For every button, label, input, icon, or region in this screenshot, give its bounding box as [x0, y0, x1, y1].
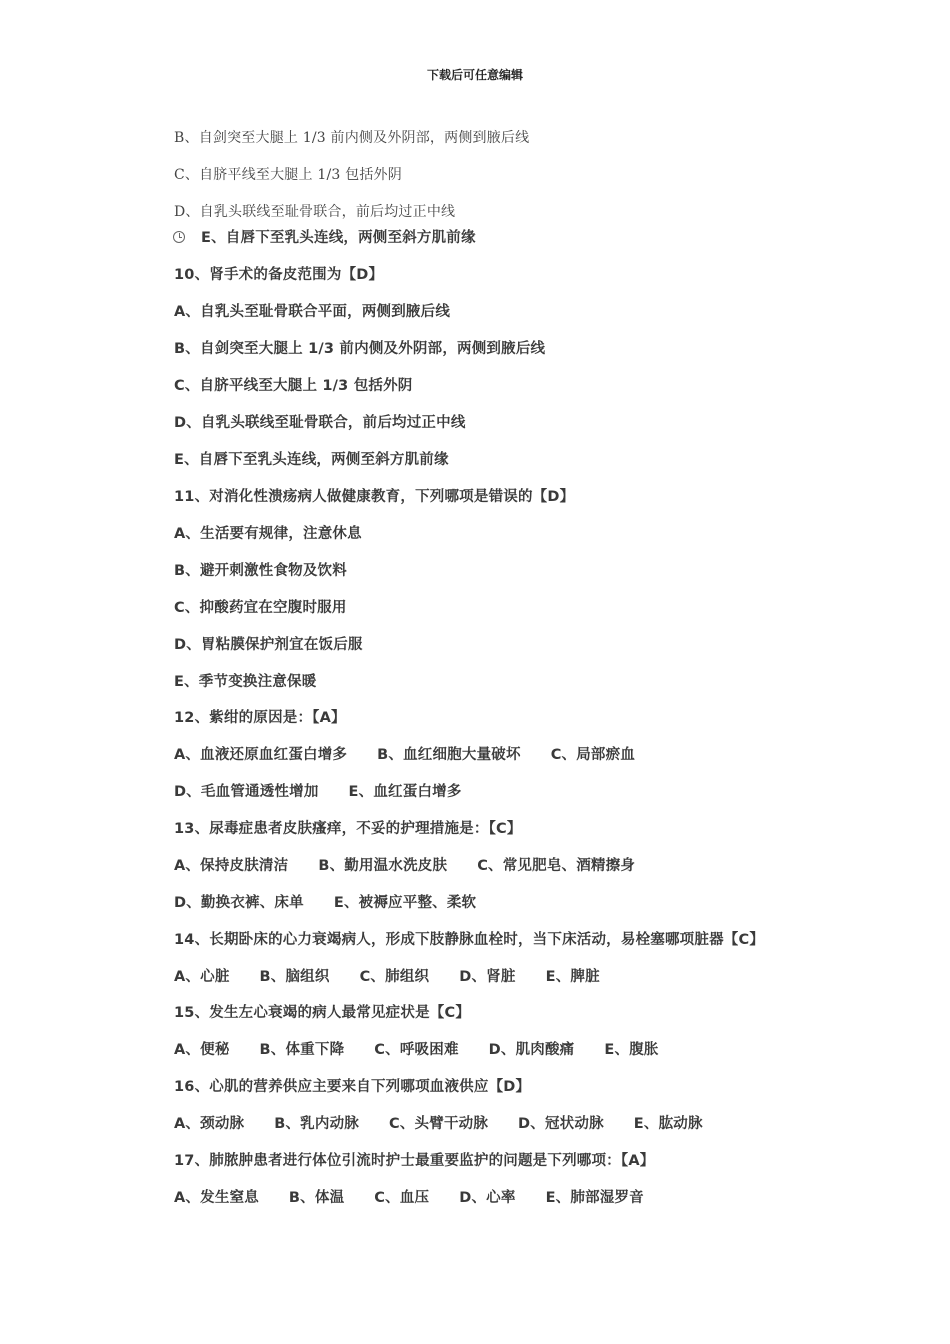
- q13-option-b: B、勤用温水洗皮肤: [318, 858, 448, 874]
- q11-option-e: E、季节变换注意保暖: [174, 674, 317, 690]
- q17-option-c: C、血压: [374, 1190, 430, 1206]
- q10-option-d: D、自乳头联线至耻骨联合，前后均过正中线: [174, 415, 466, 431]
- q15-option-a: A、便秘: [174, 1042, 230, 1058]
- prev-option-b: B、自剑突至大腿上 1/3 前内侧及外阴部，两侧到腋后线: [174, 130, 530, 146]
- q13-options-row-1: [174, 854, 665, 875]
- q12-option-d: D、毛血管通透性增加: [174, 784, 319, 800]
- q13-options-row-2: [174, 891, 506, 912]
- prev-option-d: D、自乳头联线至耻骨联合，前后均过正中线: [174, 204, 456, 220]
- q16-option-e: E、肱动脉: [633, 1116, 703, 1132]
- q11-option-c: C、抑酸药宜在空腹时服用: [174, 600, 347, 616]
- q16-option-d: D、冠状动脉: [518, 1116, 604, 1132]
- q16-options: [174, 1112, 733, 1133]
- q15-option-d: D、肌肉酸痛: [488, 1042, 575, 1058]
- q12-option-c: C、局部瘀血: [550, 747, 636, 763]
- q10-option-b: B、自剑突至大腿上 1/3 前内侧及外阴部，两侧到腋后线: [174, 341, 546, 357]
- prev-option-e-row: [173, 226, 476, 247]
- q14-option-b: B、脑组织: [259, 969, 330, 985]
- q11-option-d: D、胃粘膜保护剂宜在饭后服: [174, 637, 363, 653]
- q13-option-e: E、被褥应平整、柔软: [333, 895, 477, 911]
- q12-option-b: B、血红细胞大量破坏: [377, 747, 521, 763]
- prev-option-c: C、自脐平线至大腿上 1/3 包括外阴: [174, 167, 402, 183]
- q13-question: 13、尿毒症患者皮肤瘙痒，不妥的护理措施是：【C】: [174, 821, 522, 837]
- q16-option-b: B、乳内动脉: [274, 1116, 359, 1132]
- q12-options-row-2: [174, 780, 492, 801]
- prev-option-e: E、自唇下至乳头连线，两侧至斜方肌前缘: [201, 230, 476, 246]
- q14-options: [174, 965, 630, 986]
- q11-question: 11、对消化性溃疡病人做健康教育，下列哪项是错误的【D】: [174, 489, 575, 505]
- q12-options-row-1: [174, 743, 665, 764]
- q17-option-b: B、体温: [288, 1190, 345, 1206]
- q11-option-b: B、避开刺激性食物及饮料: [174, 563, 347, 579]
- q16-question: 16、心肌的营养供应主要来自下列哪项血液供应【D】: [174, 1079, 531, 1095]
- q14-option-e: E、脾脏: [545, 969, 600, 985]
- q15-options: [174, 1038, 689, 1059]
- q14-option-a: A、心脏: [174, 969, 230, 985]
- q17-question: 17、肺脓肿患者进行体位引流时护士最重要监护的问题是下列哪项：【A】: [174, 1153, 655, 1169]
- clock-icon: [173, 231, 185, 243]
- q15-question: 15、发生左心衰竭的病人最常见症状是【C】: [174, 1005, 471, 1021]
- q10-option-a: A、自乳头至耻骨联合平面，两侧到腋后线: [174, 304, 451, 320]
- q16-option-a: A、颈动脉: [174, 1116, 245, 1132]
- q16-option-c: C、头臂干动脉: [389, 1116, 489, 1132]
- q13-option-a: A、保持皮肤清洁: [174, 858, 289, 874]
- q10-question: 10、肾手术的备皮范围为【D】: [174, 267, 384, 283]
- q17-option-d: D、心率: [459, 1190, 516, 1206]
- q14-question: 14、长期卧床的心力衰竭病人，形成下肢静脉血栓时，当下床活动，易栓塞哪项脏器【C】: [174, 932, 765, 948]
- q15-option-e: E、腹胀: [604, 1042, 659, 1058]
- q12-option-e: E、血红蛋白增多: [348, 784, 462, 800]
- q11-option-a: A、生活要有规律，注意休息: [174, 526, 362, 542]
- q17-options: [174, 1186, 674, 1207]
- q14-option-d: D、肾脏: [459, 969, 516, 985]
- q17-option-e: E、肺部湿罗音: [545, 1190, 644, 1206]
- q15-option-c: C、呼吸困难: [374, 1042, 459, 1058]
- q10-option-c: C、自脐平线至大腿上 1/3 包括外阴: [174, 378, 413, 394]
- q12-question: 12、紫绀的原因是：【A】: [174, 710, 346, 726]
- q13-option-d: D、勤换衣裤、床单: [174, 895, 304, 911]
- page-header: 下载后可任意编辑: [426, 68, 523, 82]
- q15-option-b: B、体重下降: [259, 1042, 345, 1058]
- q14-option-c: C、肺组织: [359, 969, 430, 985]
- q17-option-a: A、发生窒息: [174, 1190, 259, 1206]
- q12-option-a: A、血液还原血红蛋白增多: [174, 747, 348, 763]
- q10-option-e: E、自唇下至乳头连线，两侧至斜方肌前缘: [174, 452, 449, 468]
- q13-option-c: C、常见肥皂、酒精擦身: [477, 858, 636, 874]
